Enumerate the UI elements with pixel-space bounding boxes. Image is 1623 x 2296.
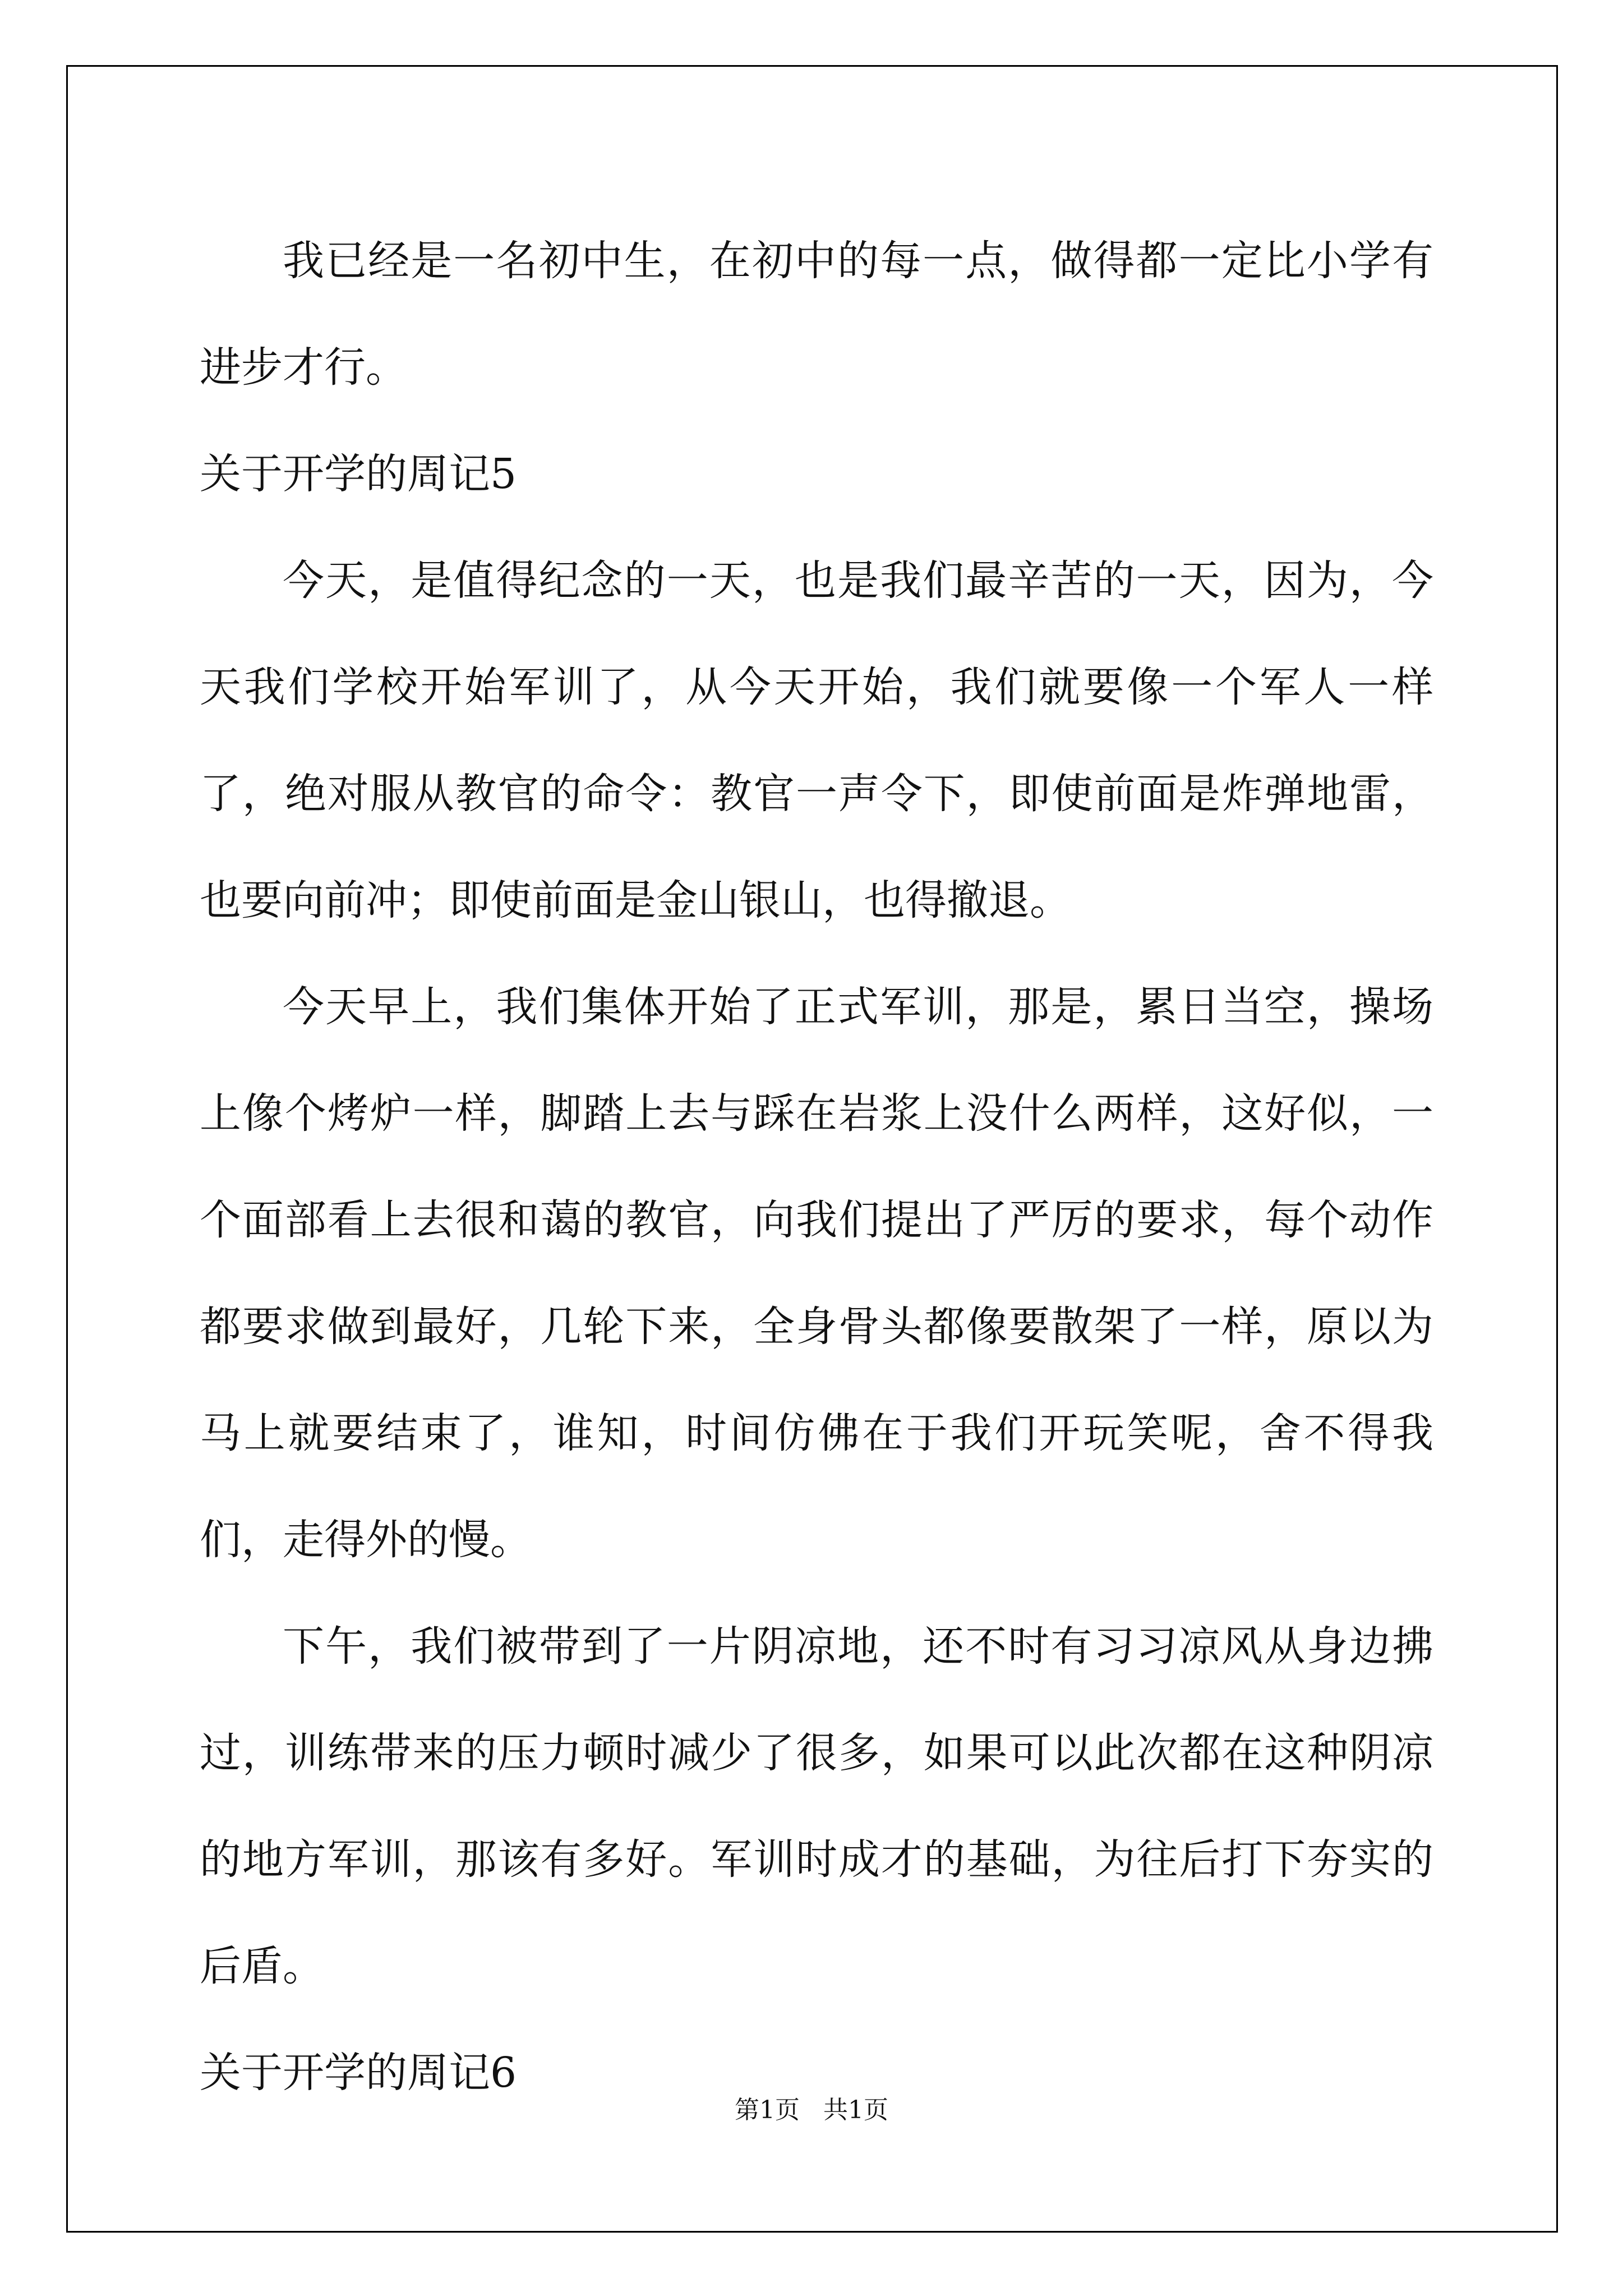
- paragraph: 今天，是值得纪念的一天，也是我们最辛苦的一天，因为，今天我们学校开始军训了，从今天开始，我们就要像一个军人一样了，绝对服从教官的命令：教官一声令下，即使前面是炸弹地雷，也要向前冲；即使前面是金山银山，也得撤退。: [200, 556, 1433, 924]
- paragraph: 今天早上，我们集体开始了正式军训，那是，累日当空，操场上像个烤炉一样，脚踏上去与踩在岩浆上没什么两样，这好似，一个面部看上去很和蔼的教官，向我们提出了严厉的要求，每个动作都要求做到最好，几轮下来，全身骨头都像要散架了一样，原以为马上就要结束了，谁知，时间仿佛在于我们开玩笑呢，舍不得我们，走得外的慢。: [200, 983, 1433, 1564]
- section-heading: 关于开学的周记5: [200, 450, 517, 498]
- page-number: 第1页: [735, 2096, 800, 2124]
- paragraph: 下午，我们被带到了一片阴凉地，还不时有习习凉风从身边拂过，训练带来的压力顿时减少了很多，如果可以此次都在这种阴凉的地方军训，那该有多好。军训时成才的基础，为往后打下夯实的后盾。: [200, 1622, 1433, 1990]
- section-heading: 关于开学的周记6: [200, 2049, 517, 2097]
- paragraph: 我已经是一名初中生，在初中的每一点，做得都一定比小学有进步才行。: [200, 237, 1433, 392]
- page-total: 共1页: [823, 2096, 888, 2124]
- page-footer: [0, 2090, 1623, 2125]
- document-body: [200, 208, 1433, 2126]
